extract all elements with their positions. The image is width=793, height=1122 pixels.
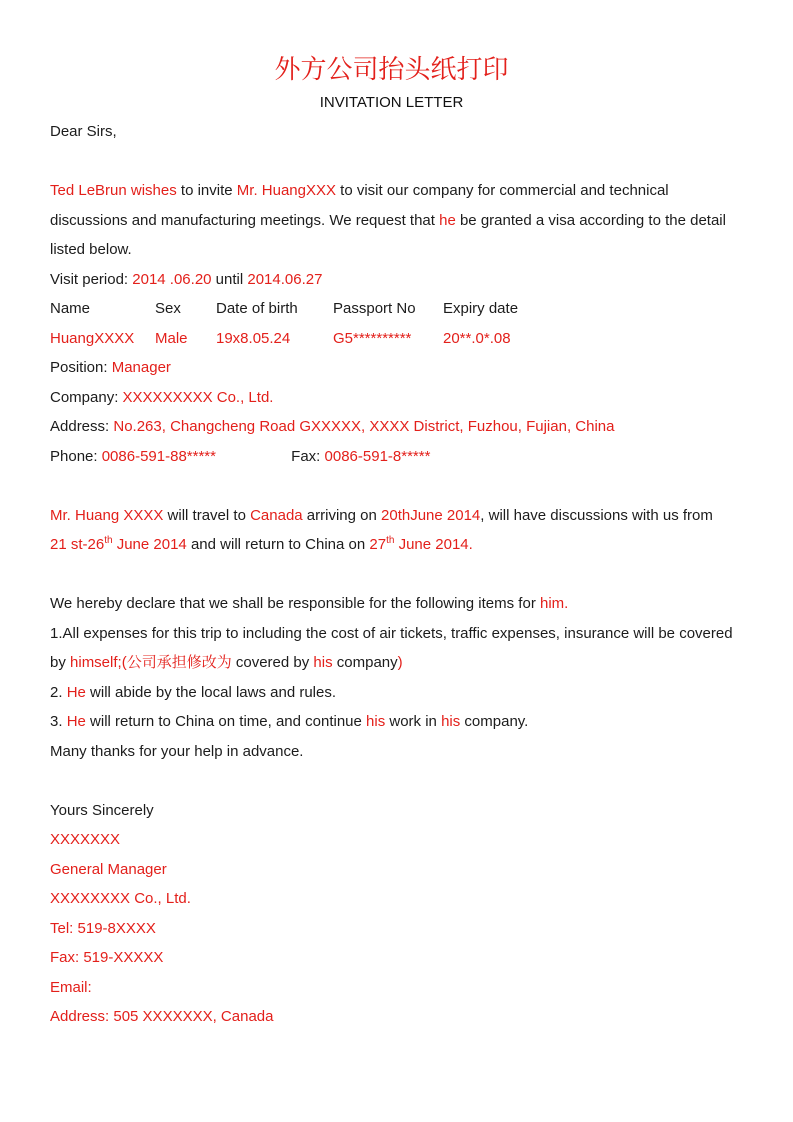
thanks-line: Many thanks for your help in advance. bbox=[50, 742, 304, 760]
fax-value: Fax: 0086-591-8***** bbox=[291, 447, 431, 465]
value-passport: G5********** bbox=[333, 329, 412, 347]
company-line: Company: XXXXXXXXX Co., Ltd. bbox=[50, 388, 274, 406]
travel-paragraph: Mr. Huang XXXX will travel to Canada arriving on 20thJune 2014, will have discussions with us from 21 st-26th June 2014 and will return to China on 27th June 2014. bbox=[50, 506, 713, 553]
intro-paragraph: Ted LeBrun wishes to invite Mr. HuangXXX to visit our company for commercial and technical discussions and manufacturing meetings. We request that he be granted a visa according to the detail listed below. bbox=[50, 182, 726, 258]
spacer bbox=[50, 471, 733, 501]
declaration-item-2: 2. He will abide by the local laws and rules. bbox=[50, 683, 337, 701]
value-expiry: 20**.0*.08 bbox=[443, 329, 511, 347]
salutation: Dear Sirs, bbox=[50, 123, 117, 140]
declaration-item-3: 3. He will return to China on time, and continue his work in his company. bbox=[50, 713, 529, 730]
spacer bbox=[50, 147, 733, 177]
signatory-address: Address: 505 XXXXXXX, Canada bbox=[50, 1008, 274, 1025]
address-line: Address: No.263, Changcheng Road GXXXXX, XXXX District, Fuzhou, Fujian, China bbox=[50, 418, 615, 435]
document-title-chinese: 外方公司抬头纸打印 bbox=[274, 55, 509, 85]
phone-fax-line bbox=[50, 442, 733, 472]
traveler-table-value-row bbox=[50, 324, 733, 354]
valediction: Yours Sincerely bbox=[50, 801, 154, 819]
position-line: Position: Manager bbox=[50, 359, 171, 376]
declaration-line: We hereby declare that we shall be responsible for the following items for him. bbox=[50, 595, 569, 612]
value-dob: 19x8.05.24 bbox=[216, 329, 291, 347]
spacer bbox=[50, 560, 733, 590]
visit-period-line: Visit period: 2014 .06.20 until 2014.06.27 bbox=[50, 270, 323, 288]
col-header-name: Name bbox=[50, 300, 91, 317]
traveler-table-header-row bbox=[50, 294, 733, 324]
signatory-title: General Manager bbox=[50, 860, 167, 878]
declaration-item-1: 1.All expenses for this trip to including the cost of air tickets, traffic expenses, insurance will be covered by himself;(公司承担修改为 covered by his company) bbox=[50, 624, 733, 671]
value-sex: Male bbox=[155, 329, 188, 347]
spacer bbox=[50, 766, 733, 796]
col-header-passport: Passport No bbox=[333, 300, 416, 317]
col-header-expiry: Expiry date bbox=[443, 300, 519, 317]
signatory-tel: Tel: 519-8XXXX bbox=[50, 919, 156, 937]
phone-value: Phone: 0086-591-88***** bbox=[50, 447, 216, 465]
value-name: HuangXXXX bbox=[50, 329, 135, 347]
signatory-fax: Fax: 519-XXXXX bbox=[50, 949, 164, 966]
signatory-company: XXXXXXXX Co., Ltd. bbox=[50, 890, 191, 907]
document-subtitle: INVITATION LETTER bbox=[319, 94, 464, 111]
col-header-dob: Date of birth bbox=[216, 300, 298, 317]
col-header-sex: Sex bbox=[155, 300, 181, 317]
signatory-email: Email: bbox=[50, 978, 92, 996]
signatory-name: XXXXXXX bbox=[50, 831, 121, 848]
